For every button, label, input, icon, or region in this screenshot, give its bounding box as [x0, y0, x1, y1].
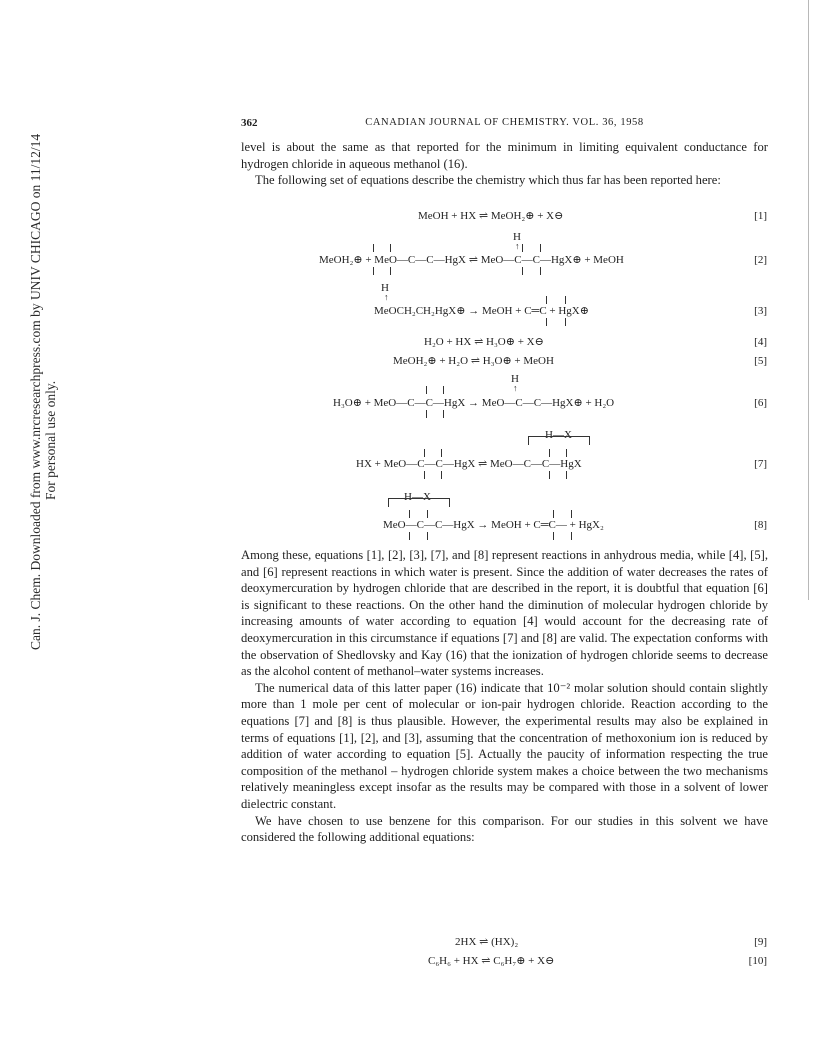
- equation-8-hx: H—X: [404, 491, 431, 503]
- equation-10: C₆H₆ + HX ⇌ C₆H₇⊕ + X⊖: [428, 955, 555, 967]
- equation-1: MeOH + HX ⇌ MeOH₂⊕ + X⊖: [418, 210, 564, 222]
- paragraph-4-text: The numerical data of this latter paper (16) indicate that 10⁻² molar solution should contain slightly more than 1 mole per cent of molecular or ion-pair hydrogen chloride. Reaction according to the equations [7] and [8] is thus plausible. However, the experimental results may also be explained in terms of equations [1], [2], and [3], assuming that the concentration of methoxonium ion is reduced by addition of water according to equation [5]. Actually the paucity of information respecting the true composition of the methanol – hydrogen chloride system makes a choice between the two mechanisms relatively meaningless except insofar as the results may be compared with those in a solvent of lower dielectric constant.: [241, 680, 768, 811]
- page-edge-line: [808, 0, 809, 600]
- paragraph-1-text: level is about the same as that reported for the minimum in limiting equivalent conductance for hydrogen chloride in aqueous methanol (16).: [241, 140, 768, 171]
- equation-1-number: [1]: [754, 210, 767, 222]
- running-header: [241, 117, 768, 133]
- equation-8-bracket: [388, 498, 450, 507]
- equation-9: 2HX ⇌ (HX)₂: [455, 936, 519, 948]
- equation-3: MeOCH₂CH₂HgX⊕ → MeOH + C═C + HgX⊕: [374, 305, 589, 317]
- equation-2: MeOH₂⊕ + MeO—C—C—HgX ⇌ MeO—C—C—HgX⊕ + MeOH: [319, 254, 624, 266]
- download-stamp-line1: Can. J. Chem. Downloaded from www.nrcresearchpress.com by UNIV CHICAGO on 11/12/14: [28, 133, 43, 650]
- equation-10-number: [10]: [748, 955, 767, 967]
- equation-2-hydrogen: H: [513, 231, 521, 243]
- equation-7: HX + MeO—C—C—HgX ⇌ MeO—C—C—HgX: [356, 458, 582, 470]
- equation-3-number: [3]: [754, 305, 767, 317]
- equation-8: MeO—C—C—HgX → MeOH + C═C— + HgX₂: [383, 519, 604, 531]
- equation-9-number: [9]: [754, 936, 767, 948]
- equation-7-hx: H—X: [545, 429, 572, 441]
- equation-6: H₃O⊕ + MeO—C—C—HgX → MeO—C—C—HgX⊕ + H₂O: [333, 397, 615, 409]
- download-stamp: [8, 133, 58, 650]
- equation-8-number: [8]: [754, 519, 767, 531]
- equation-6-number: [6]: [754, 397, 767, 409]
- equation-7-bracket: [528, 436, 590, 445]
- equation-2-arrow: ↑: [515, 241, 520, 251]
- equation-2-number: [2]: [754, 254, 767, 266]
- paragraph-3-text: Among these, equations [1], [2], [3], [7], and [8] represent reactions in anhydrous media, while [4], [5], and [6] represent reactions in which water is present. Since the addition of water decreases the rates of deoxymercuration by hydrogen chloride that are described in the report, it is doubtful that equation [6] is significant to these reactions. On the other hand the diminution of molecular hydrogen chloride by increasing amounts of water according to equation [4] would account for the decreasing rate of deoxymercuration in this circumstance if equations [7] and [8] are valid. The expectation conforms with the observation of Shedlovsky and Kay (16) that the ionization of hydrogen chloride seems to decrease as the alcohol content of methanol–water systems increases.: [241, 548, 768, 679]
- equation-6-hydrogen: H: [511, 373, 519, 385]
- paragraph-5-text: We have chosen to use benzene for this comparison. For our studies in this solvent we have considered the following additional equations:: [241, 813, 768, 845]
- body-text: [241, 547, 768, 846]
- page-number: 362: [241, 117, 258, 129]
- journal-title: CANADIAN JOURNAL OF CHEMISTRY. VOL. 36, 1958: [365, 117, 644, 128]
- equation-7-number: [7]: [754, 458, 767, 470]
- download-stamp-line2: For personal use only.: [43, 380, 58, 500]
- equation-3-hydrogen: H: [381, 282, 389, 294]
- equation-6-arrow: ↑: [513, 383, 518, 393]
- paragraph-1: [241, 139, 768, 189]
- equation-5-number: [5]: [754, 355, 767, 367]
- equation-3-arrow: ↑: [384, 292, 389, 302]
- paragraph-2-text: The following set of equations describe the chemistry which thus far has been reported here:: [255, 173, 721, 188]
- equation-4-number: [4]: [754, 336, 767, 348]
- equation-5: MeOH₂⊕ + H₂O ⇌ H₃O⊕ + MeOH: [393, 355, 554, 367]
- equation-4: H₂O + HX ⇌ H₃O⊕ + X⊖: [424, 336, 544, 348]
